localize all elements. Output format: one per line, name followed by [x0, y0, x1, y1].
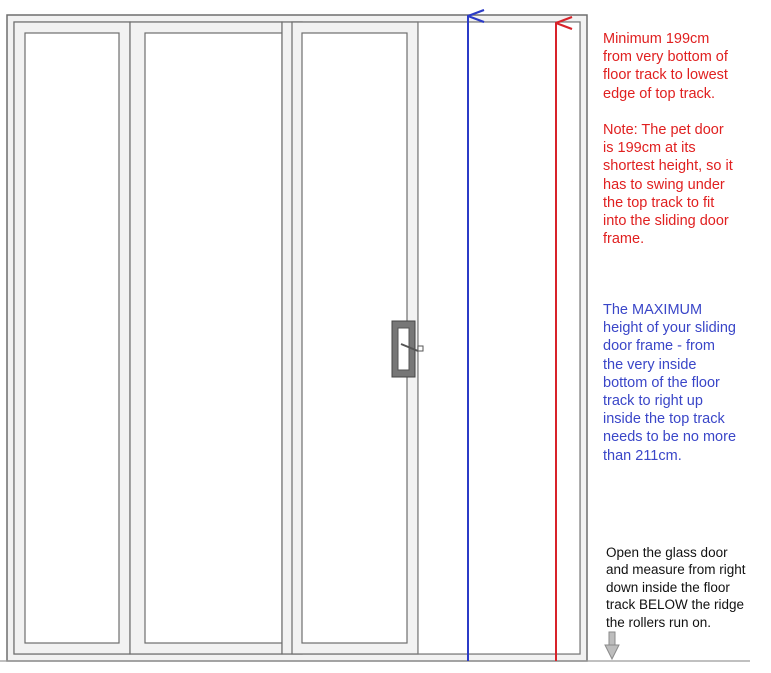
- maximum-height-note: The MAXIMUM height of your sliding door frame - from the very inside bottom of the floor track to right up inside the top track needs to be no more than 211cm.: [603, 302, 737, 464]
- centre-panel-glass: [145, 33, 282, 643]
- minimum-height-note: Minimum 199cm from very bottom of floor track to lowest edge of top track.: [603, 31, 728, 102]
- sliding-panel-glass: [302, 33, 407, 643]
- pet-door-note: Note: The pet door is 199cm at its shortest height, so it has to swing under the top track to fit into the sliding door frame.: [603, 122, 733, 248]
- measure-instructions-note: Open the glass door and measure from right down inside the floor track BELOW the ridge the rollers run on.: [606, 545, 746, 630]
- floor-track-down-arrow-icon: [605, 632, 619, 659]
- fixed-panel-glass: [25, 33, 119, 643]
